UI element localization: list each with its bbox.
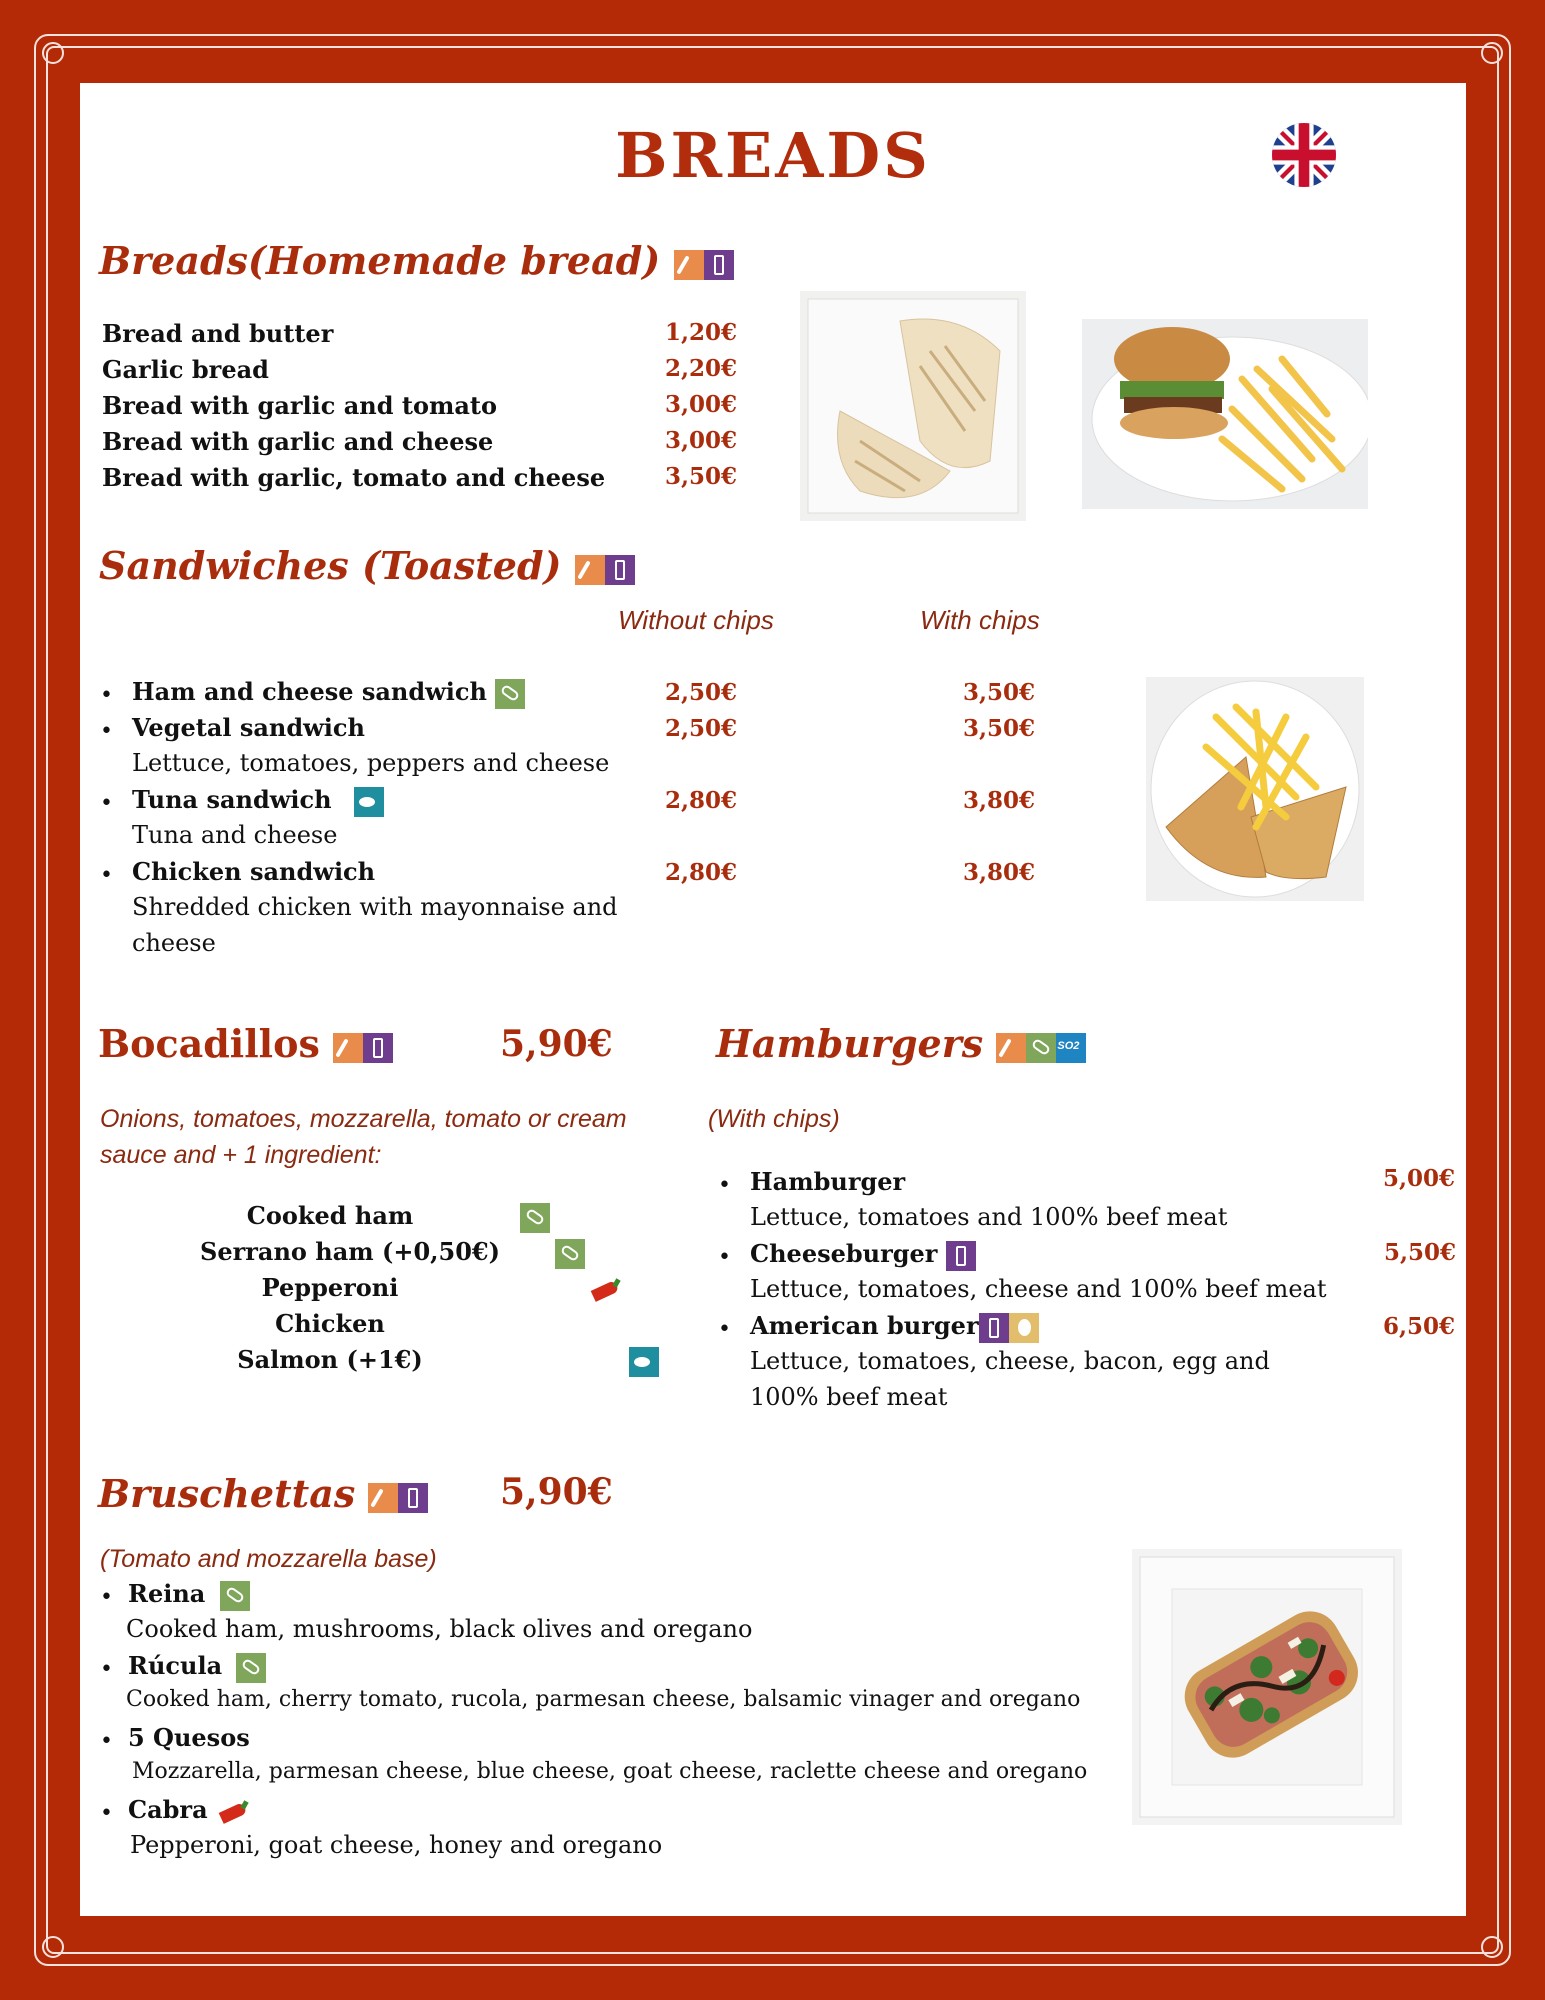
list-bullet: • (100, 1585, 113, 1610)
menu-page (80, 83, 1466, 1916)
milk-icon (605, 555, 635, 585)
bocadillos-note: Onions, tomatoes, mozzarella, tomato or cream (100, 1105, 627, 1133)
bread-item-name: Bread with garlic, tomato and cheese (102, 463, 606, 492)
milk-icon (398, 1483, 428, 1513)
bocadillos-price: 5,90€ (500, 1023, 613, 1065)
bread-item-price: 3,50€ (665, 463, 738, 490)
corner-ornament (1481, 42, 1503, 64)
bocadillos-heading-text: Bocadillos (98, 1021, 320, 1066)
meat-icon (495, 679, 525, 709)
sandwich-item-desc: Tuna and cheese (132, 821, 338, 849)
gluten-icon (575, 555, 605, 585)
list-bullet: • (100, 1801, 113, 1826)
page-title: BREADS (615, 119, 931, 192)
bruschetta-photo (1132, 1549, 1402, 1825)
hamburger-item-desc: Lettuce, tomatoes, cheese, bacon, egg and (750, 1347, 1270, 1375)
bruschetta-item-name (128, 1795, 250, 1827)
sandwich-price-without: 2,80€ (665, 859, 738, 886)
bruschetta-item-desc: Cooked ham, mushrooms, black olives and oregano (126, 1615, 753, 1643)
bread-item-price: 3,00€ (665, 427, 738, 454)
bocadillo-ingredient: Chicken (275, 1309, 385, 1338)
breads-heading-text: Breads(Homemade bread) (99, 238, 661, 283)
hamburgers-heading (716, 1021, 1086, 1066)
sandwich-price-with: 3,50€ (963, 715, 1036, 742)
meat-icon (555, 1239, 585, 1269)
gluten-icon (333, 1033, 363, 1063)
bread-item-name: Bread and butter (102, 319, 334, 348)
sandwich-item-desc: Lettuce, tomatoes, peppers and cheese (132, 749, 610, 777)
hamburger-price: 6,50€ (1383, 1313, 1456, 1340)
hamburger-item-desc: 100% beef meat (750, 1383, 948, 1411)
bread-item-price: 1,20€ (665, 319, 738, 346)
bread-item-price: 3,00€ (665, 391, 738, 418)
hamburger-item-name-text: American burger (750, 1311, 979, 1340)
milk-icon (979, 1313, 1009, 1343)
meat-icon (236, 1653, 266, 1683)
bruschetta-item-name-text: Reina (128, 1579, 206, 1608)
sandwiches-heading-text: Sandwiches (Toasted) (99, 543, 562, 588)
bruschettas-heading (98, 1471, 428, 1516)
breads-heading (99, 238, 734, 283)
sandwich-price-without: 2,50€ (665, 679, 738, 706)
burger-photo (1082, 319, 1368, 509)
list-bullet: • (100, 791, 113, 816)
hamburger-item-name (750, 1311, 1039, 1343)
sandwich-item-name: Vegetal sandwich (132, 713, 365, 742)
bread-item-name: Garlic bread (102, 355, 269, 384)
hamburger-item-desc: Lettuce, tomatoes, cheese and 100% beef meat (750, 1275, 1327, 1303)
sandwich-price-without: 2,80€ (665, 787, 738, 814)
hamburgers-note: (With chips) (708, 1105, 840, 1133)
gluten-icon (368, 1483, 398, 1513)
bruschetta-item-desc: Pepperoni, goat cheese, honey and oregano (130, 1831, 663, 1859)
column-header-without-chips: Without chips (618, 605, 774, 635)
bruschetta-item-name (128, 1579, 250, 1611)
sandwiches-heading (99, 543, 635, 588)
hamburgers-heading-text: Hamburgers (716, 1021, 984, 1066)
bocadillo-ingredient: Cooked ham (246, 1201, 414, 1230)
bocadillos-note: sauce and + 1 ingredient: (100, 1141, 382, 1169)
meat-icon (520, 1203, 550, 1233)
bread-item-name: Bread with garlic and cheese (102, 427, 494, 456)
milk-icon (946, 1241, 976, 1271)
list-bullet: • (718, 1173, 731, 1198)
hamburger-item-name-text: Cheeseburger (750, 1239, 938, 1268)
hamburger-item-name (750, 1239, 976, 1271)
sandwich-item-name (132, 677, 525, 709)
hamburger-price: 5,50€ (1384, 1239, 1457, 1266)
egg-icon (1009, 1313, 1039, 1343)
chili-pepper-icon (216, 1797, 250, 1827)
corner-ornament (42, 1936, 64, 1958)
list-bullet: • (718, 1245, 731, 1270)
hamburger-item-name: Hamburger (750, 1167, 906, 1196)
list-bullet: • (100, 719, 113, 744)
sandwich-item-name-text: Ham and cheese sandwich (132, 677, 487, 706)
bread-item-price: 2,20€ (665, 355, 738, 382)
bruschetta-item-desc: Cooked ham, cherry tomato, rucola, parmesan cheese, balsamic vinager and oregano (126, 1687, 1081, 1712)
fish-icon (629, 1347, 659, 1377)
sandwich-item-desc: Shredded chicken with mayonnaise and (132, 893, 618, 921)
chili-pepper-icon (588, 1275, 622, 1305)
bruschetta-item-desc: Mozzarella, parmesan cheese, blue cheese, goat cheese, raclette cheese and oregano (132, 1759, 1088, 1784)
sandwich-price-with: 3,80€ (963, 859, 1036, 886)
fish-icon (354, 787, 384, 817)
bocadillos-heading (98, 1021, 393, 1066)
milk-icon (704, 250, 734, 280)
bruschetta-item-name-text: Rúcula (128, 1651, 223, 1680)
uk-flag-icon[interactable] (1272, 123, 1336, 187)
list-bullet: • (100, 683, 113, 708)
corner-ornament (1481, 1936, 1503, 1958)
hamburger-item-desc: Lettuce, tomatoes and 100% beef meat (750, 1203, 1228, 1231)
sandwich-price-with: 3,50€ (963, 679, 1036, 706)
flatbread-photo (800, 291, 1026, 521)
bocadillo-ingredient: Serrano ham (+0,50€) (200, 1237, 500, 1266)
meat-icon (220, 1581, 250, 1611)
bruschettas-heading-text: Bruschettas (98, 1471, 356, 1516)
bocadillo-ingredient: Pepperoni (261, 1273, 399, 1302)
bruschetta-item-name (128, 1651, 266, 1683)
column-header-with-chips: With chips (920, 605, 1040, 635)
bruschetta-item-name: 5 Quesos (128, 1723, 250, 1752)
list-bullet: • (718, 1317, 731, 1342)
bruschetta-item-name-text: Cabra (128, 1795, 208, 1824)
toasted-sandwich-photo (1146, 677, 1364, 901)
gluten-icon (674, 250, 704, 280)
sandwich-item-desc: cheese (132, 929, 216, 957)
list-bullet: • (100, 863, 113, 888)
gluten-icon (996, 1033, 1026, 1063)
bocadillo-ingredient: Salmon (+1€) (237, 1345, 423, 1374)
meat-icon (1026, 1033, 1056, 1063)
bruschettas-price: 5,90€ (500, 1471, 613, 1513)
sandwich-price-without: 2,50€ (665, 715, 738, 742)
sandwich-item-name: Chicken sandwich (132, 857, 376, 886)
corner-ornament (42, 42, 64, 64)
milk-icon (363, 1033, 393, 1063)
sulfite-icon (1056, 1033, 1086, 1063)
bruschettas-note: (Tomato and mozzarella base) (100, 1545, 437, 1573)
sandwich-price-with: 3,80€ (963, 787, 1036, 814)
list-bullet: • (100, 1729, 113, 1754)
sandwich-item-name (132, 785, 384, 817)
sandwich-item-name-text: Tuna sandwich (132, 785, 332, 814)
list-bullet: • (100, 1657, 113, 1682)
hamburger-price: 5,00€ (1383, 1165, 1456, 1192)
bread-item-name: Bread with garlic and tomato (102, 391, 498, 420)
